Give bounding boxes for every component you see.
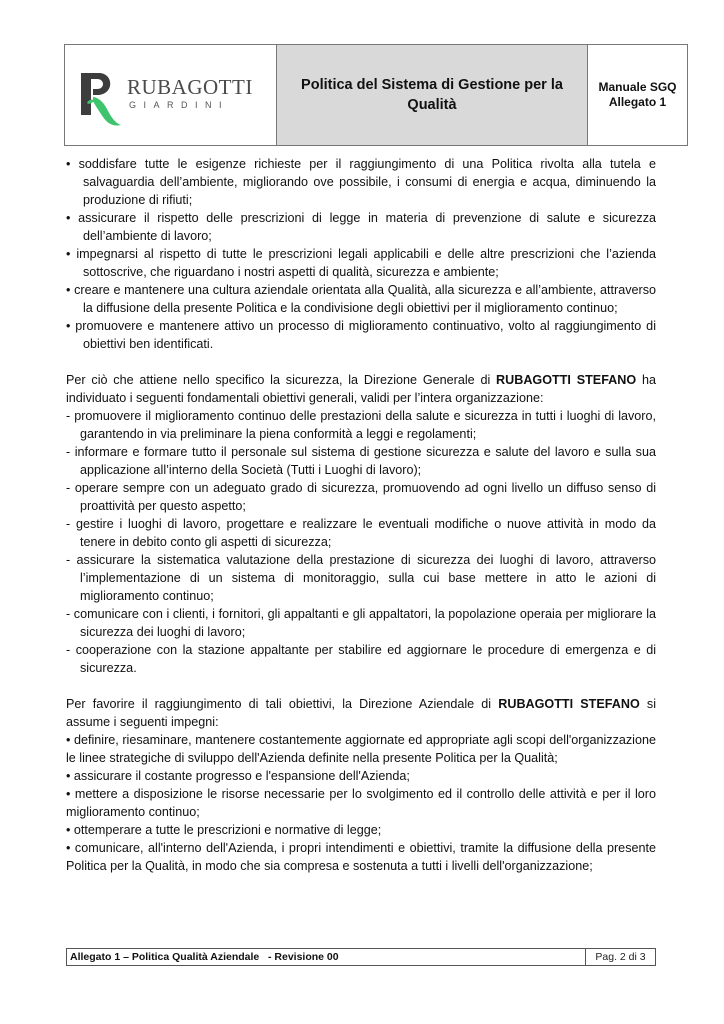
list-item: - promuovere il miglioramento continuo delle prestazioni della salute e sicurezza in tutti i luoghi di lavoro, garantendo in via preliminare la piena conformità a leggi e regolamenti; bbox=[66, 409, 656, 441]
intro-text: Per favorire il raggiungimento di tali obiettivi, la Direzione Aziendale di bbox=[66, 697, 499, 711]
list-item: • assicurare il costante progresso e l'espansione dell'Azienda; bbox=[66, 769, 410, 783]
list-item: • creare e mantenere una cultura aziendale orientata alla Qualità, alla sicurezza e all’ambiente, attraverso la diffusione della presente Politica e la condivisione degli obiettivi per il miglioramento continuo; bbox=[66, 283, 656, 315]
list-item: • ottemperare a tutte le prescrizioni e normative di legge; bbox=[66, 823, 382, 837]
safety-intro-paragraph bbox=[66, 371, 656, 407]
list-item: - cooperazione con la stazione appaltante per stabilire ed aggiornare le procedure di emergenza e di sicurezza. bbox=[66, 643, 656, 675]
spacer bbox=[66, 677, 656, 695]
logo-subtitle-text: GIARDINI bbox=[129, 100, 230, 110]
company-name: RUBAGOTTI STEFANO bbox=[496, 373, 637, 387]
list-item: • soddisfare tutte le esigenze richieste per il raggiungimento di una Politica rivolta alla tutela e salvaguardia dell’ambiente, migliorando ove possibile, i consumi di energia e acqua, diminuendo la produzione di rifiuti; bbox=[66, 157, 656, 207]
logo-r-leaf-icon bbox=[77, 67, 127, 129]
list-item: • assicurare il rispetto delle prescrizioni di legge in materia di prevenzione di salute e sicurezza dell’ambiente di lavoro; bbox=[66, 211, 656, 243]
company-logo bbox=[65, 45, 277, 145]
intro-text: si assume i seguenti impegni: bbox=[66, 697, 657, 729]
document-header bbox=[64, 44, 688, 146]
document-title: Politica del Sistema di Gestione per la Qualità bbox=[277, 45, 588, 145]
logo-brand-text: RUBAGOTTI bbox=[127, 75, 253, 99]
spacer bbox=[66, 353, 656, 371]
list-item: • definire, riesaminare, mantenere costantemente aggiornate ed appropriate agli scopi dell'organizzazione le linee strategiche di sviluppo dell'Azienda definite nella presente Politica per la Qualità; bbox=[66, 733, 656, 765]
document-footer bbox=[66, 948, 656, 966]
list-item: • mettere a disposizione le risorse necessarie per lo svolgimento ed il controllo delle attività e per il loro miglioramento continuo; bbox=[66, 787, 656, 819]
list-item: - assicurare la sistematica valutazione della prestazione di sicurezza dei luoghi di lavoro, attraverso l’implementazione di un sistema di monitoraggio, sulla cui base mettere in atto le azioni di miglioramento continuo; bbox=[66, 553, 656, 603]
document-body bbox=[66, 155, 656, 875]
intro-text: Per ciò che attiene nello specifico la sicurezza, la Direzione Generale di bbox=[66, 373, 497, 387]
footer-document-label: Allegato 1 – Politica Qualità Aziendale - Revisione 00 bbox=[67, 949, 586, 965]
list-item: - informare e formare tutto il personale sul sistema di gestione sicurezza e salute del lavoro e sulla sua applicazione all’interno della Società (Tutti i Luoghi di lavoro); bbox=[66, 445, 656, 477]
company-name: RUBAGOTTI STEFANO bbox=[498, 697, 640, 711]
document-reference bbox=[588, 45, 687, 145]
list-item: • comunicare, all'interno dell'Azienda, i propri intendimenti e obiettivi, tramite la diffusione della presente Politica per la Qualità, in modo che sia compresa e sostenuta a tutti i livelli dell'organizzazione; bbox=[66, 841, 656, 873]
environment-commitments-list bbox=[66, 155, 656, 353]
commitments-intro-paragraph bbox=[66, 695, 656, 731]
list-item: • promuovere e mantenere attivo un processo di miglioramento continuativo, volto al raggiungimento di obiettivi ben identificati. bbox=[66, 319, 656, 351]
manual-label: Manuale SGQ bbox=[598, 80, 677, 94]
footer-page-number: Pag. 2 di 3 bbox=[595, 951, 646, 963]
list-item: • impegnarsi al rispetto di tutte le prescrizioni legali applicabili e delle altre prescrizioni che l’azienda sottoscrive, che riguardano i nostri aspetti di qualità, sicurezza e ambiente; bbox=[66, 247, 656, 279]
attachment-label: Allegato 1 bbox=[608, 95, 667, 109]
list-item: - comunicare con i clienti, i fornitori, gli appaltanti e gli appaltatori, la popolazione operaia per migliorare la sicurezza dei luoghi di lavoro; bbox=[66, 607, 656, 639]
safety-objectives-section bbox=[66, 371, 656, 677]
list-item: - operare sempre con un adeguato grado di sicurezza, promuovendo ad ogni livello un diffuso senso di proattività per questo aspetto; bbox=[66, 481, 656, 513]
list-item: - gestire i luoghi di lavoro, progettare e realizzare le eventuali modifiche o nuove attività in modo da tenere in debito conto gli aspetti di sicurezza; bbox=[66, 517, 656, 549]
intro-text: ha individuato i seguenti fondamentali obiettivi generali, validi per l’intera organizzazione: bbox=[66, 373, 656, 405]
management-commitments-section bbox=[66, 695, 656, 875]
